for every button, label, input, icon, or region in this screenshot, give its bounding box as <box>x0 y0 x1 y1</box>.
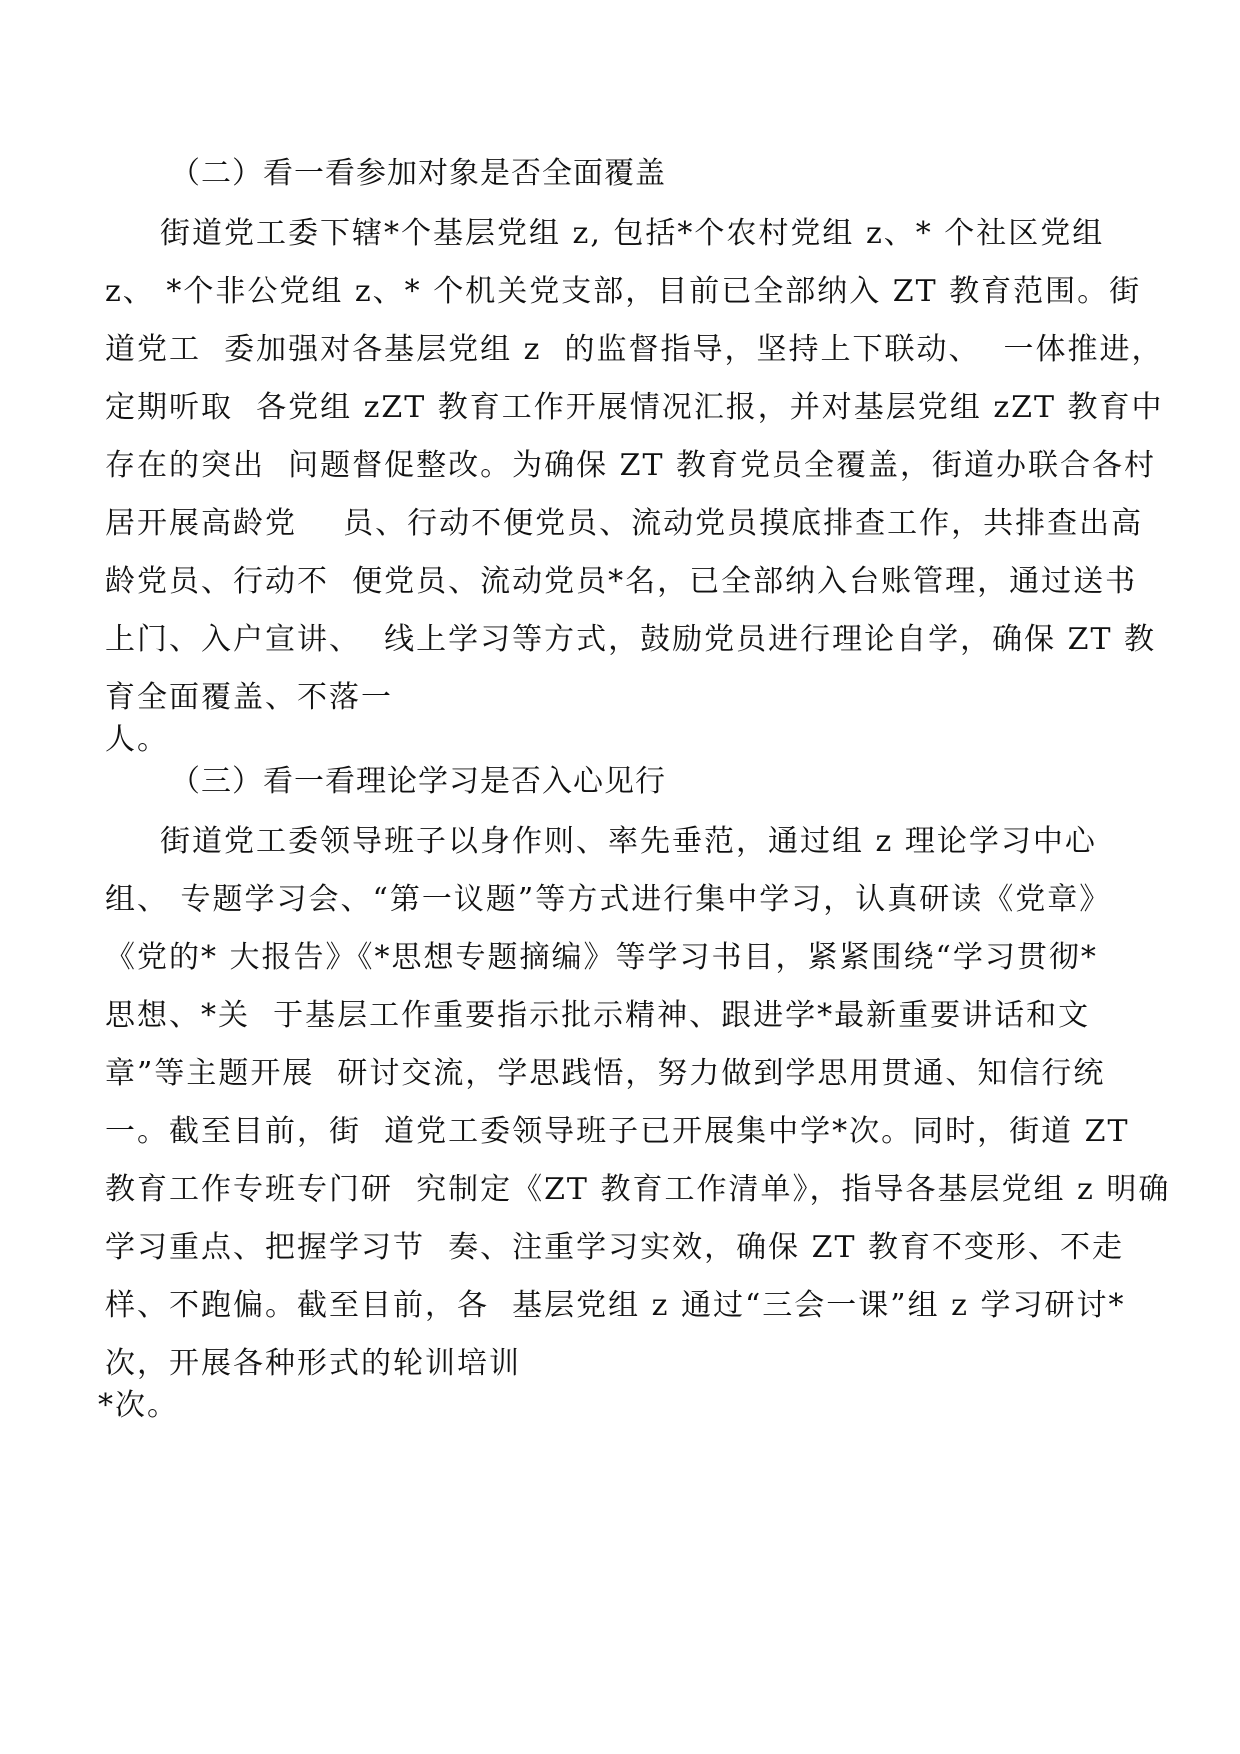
section3-paragraph-line: 组、 专题学习会、“第一议题”等方式进行集中学习，认真研读《党章》 <box>105 882 1112 917</box>
section3-paragraph-line: 样、不跑偏。截至目前，各 基层党组 z 通过“三会一课”组 z 学习研讨* <box>105 1288 1126 1323</box>
section2-paragraph-line: 人。 <box>105 722 169 757</box>
section3-paragraph-line: 学习重点、把握学习节 奏、注重学习实效，确保 ZT 教育不变形、不走 <box>105 1230 1124 1265</box>
section2-paragraph-line: 道党工 委加强对各基层党组 z 的监督指导，坚持上下联动、 一体推进， <box>105 332 1164 367</box>
section2-paragraph-line: 上门、入户宣讲、 线上学习等方式，鼓励党员进行理论自学，确保 ZT 教 <box>105 622 1156 657</box>
section2-heading: （二）看一看参加对象是否全面覆盖 <box>170 156 666 191</box>
section3-paragraph-line: 一。截至目前，街 道党工委领导班子已开展集中学*次。同时，街道 ZT <box>105 1114 1130 1149</box>
section2-paragraph-line: 育全面覆盖、不落一 <box>105 680 393 715</box>
section2-paragraph-line: 居开展高龄党 员、行动不便党员、流动党员摸底排查工作，共排查出高 <box>105 506 1144 541</box>
section2-paragraph-line: 定期听取 各党组 zZT 教育工作开展情况汇报，并对基层党组 zZT 教育中 <box>105 390 1164 425</box>
section2-paragraph-line: z、 *个非公党组 z、* 个机关党支部，目前已全部纳入 ZT 教育范围。街 <box>105 274 1142 309</box>
section3-paragraph-line: 教育工作专班专门研 究制定《ZT 教育工作清单》，指导各基层党组 z 明确 <box>105 1172 1171 1207</box>
section3-paragraph-line: 章”等主题开展 研讨交流，学思践悟，努力做到学思用贯通、知信行统 <box>105 1056 1106 1091</box>
section3-paragraph-line: 《党的* 大报告》《*思想专题摘编》等学习书目，紧紧围绕“学习贯彻* <box>105 940 1098 975</box>
section3-heading: （三）看一看理论学习是否入心见行 <box>170 764 666 799</box>
section3-paragraph-line: 次，开展各种形式的轮训培训 <box>105 1346 521 1381</box>
section2-paragraph-line: 街道党工委下辖*个基层党组 z, 包括*个农村党组 z、* 个社区党组 <box>160 216 1105 251</box>
section3-paragraph-line: 思想、*关 于基层工作重要指示批示精神、跟进学*最新重要讲话和文 <box>105 998 1091 1033</box>
section3-paragraph-line: 街道党工委领导班子以身作则、率先垂范，通过组 z 理论学习中心 <box>160 824 1097 859</box>
section3-paragraph-line: *次。 <box>98 1388 179 1423</box>
section2-paragraph-line: 龄党员、行动不 便党员、流动党员*名，已全部纳入台账管理，通过送书 <box>105 564 1138 599</box>
section2-paragraph-line: 存在的突出 问题督促整改。为确保 ZT 教育党员全覆盖，街道办联合各村 <box>105 448 1156 483</box>
